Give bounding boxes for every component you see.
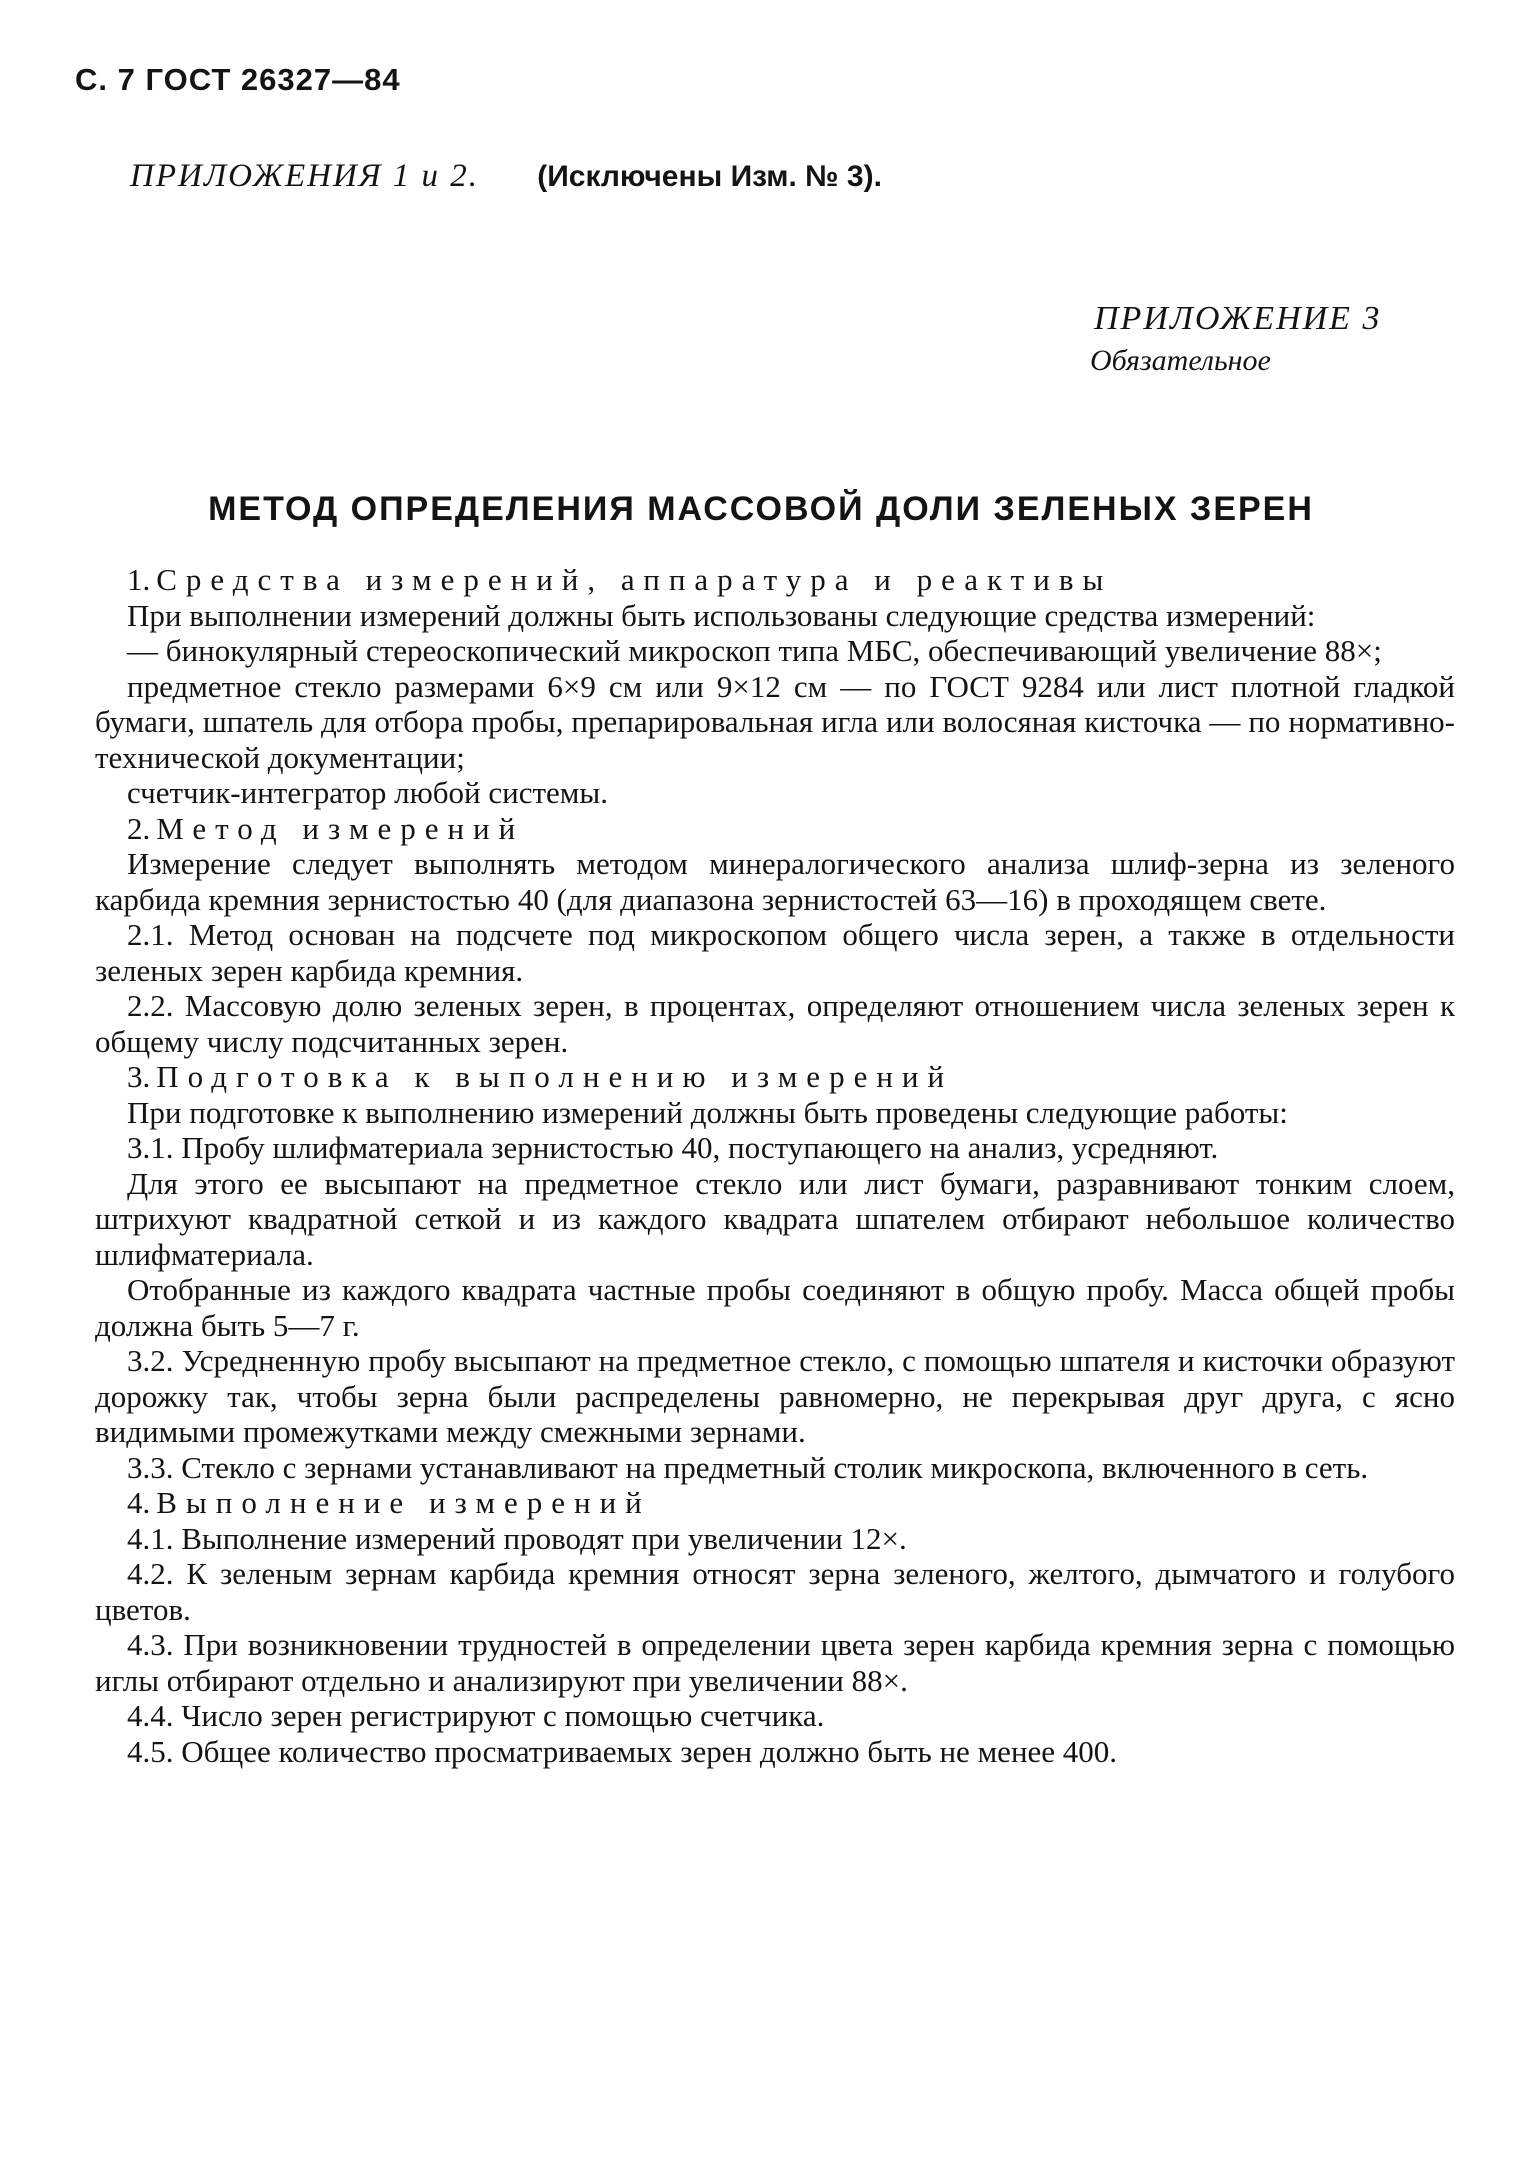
paragraph: — бинокулярный стереоскопический микроскоп типа МБС, обеспечивающий увеличение 88×; bbox=[127, 633, 1382, 668]
section-title: Подготовка к выполнению измерений bbox=[156, 1059, 954, 1094]
paragraph: 3.3. Стекло с зернами устанавливают на предметный столик микроскопа, включенного в сеть. bbox=[127, 1449, 1369, 1485]
appendix-block bbox=[1090, 300, 1381, 378]
paragraph: При выполнении измерений должны быть использованы следующие средства измерений: bbox=[127, 597, 1316, 633]
paragraph: 4.4. Число зерен регистрируют с помощью счетчика. bbox=[127, 1698, 825, 1733]
removed-appendices-note: (Исключены Изм. № 3). bbox=[537, 160, 882, 193]
paragraph: Измерение следует выполнять методом минералогического анализа шлиф-зерна из зеленого карбида кремния зернистостью 40 (для диапазона зернистостей 63—16) в проходящем свете. bbox=[95, 846, 1455, 917]
section-heading-2 bbox=[95, 811, 1455, 847]
document-body bbox=[95, 562, 1455, 1769]
section-title: Выполнение измерений bbox=[156, 1485, 651, 1520]
page-header: С. 7 ГОСТ 26327—84 bbox=[75, 62, 401, 97]
appendix-subtitle: Обязательное bbox=[1090, 344, 1271, 377]
section-title: Метод измерений bbox=[156, 810, 525, 846]
section-title: Средства измерений, аппаратура и реактивы bbox=[156, 562, 1113, 597]
appendix-title: ПРИЛОЖЕНИЕ 3 bbox=[1094, 300, 1382, 337]
removed-appendices-label: ПРИЛОЖЕНИЯ 1 и 2. bbox=[130, 158, 479, 194]
paragraph: 4.2. К зеленым зернам карбида кремния относят зерна зеленого, желтого, дымчатого и голубого цветов. bbox=[95, 1556, 1455, 1627]
paragraph: 4.1. Выполнение измерений проводят при увеличении 12×. bbox=[127, 1520, 907, 1556]
section-number: 2. bbox=[127, 810, 151, 846]
paragraph: Отобранные из каждого квадрата частные пробы соединяют в общую пробу. Масса общей пробы должна быть 5—7 г. bbox=[95, 1272, 1455, 1343]
paragraph: счетчик-интегратор любой системы. bbox=[127, 775, 608, 810]
removed-appendices-line bbox=[130, 158, 882, 195]
section-heading-4 bbox=[95, 1485, 1455, 1521]
paragraph: Для этого ее высыпают на предметное стекло или лист бумаги, разравнивают тонким слоем, штрихуют квадратной сеткой и из каждого квадрата шпателем отбирают небольшое количество шлифматериала. bbox=[95, 1165, 1455, 1272]
paragraph: При подготовке к выполнению измерений должны быть проведены следующие работы: bbox=[127, 1094, 1288, 1130]
section-number: 3. bbox=[127, 1059, 151, 1094]
section-number: 1. bbox=[127, 562, 151, 597]
document-title: МЕТОД ОПРЕДЕЛЕНИЯ МАССОВОЙ ДОЛИ ЗЕЛЕНЫХ ЗЕРЕН bbox=[208, 490, 1314, 528]
paragraph: 2.1. Метод основан на подсчете под микроскопом общего числа зерен, а также в отдельности зеленых зерен карбида кремния. bbox=[95, 917, 1455, 988]
section-heading-3 bbox=[95, 1059, 1455, 1095]
paragraph: 4.5. Общее количество просматриваемых зерен должно быть не менее 400. bbox=[127, 1733, 1118, 1769]
paragraph: 2.2. Массовую долю зеленых зерен, в процентах, определяют отношением числа зеленых зерен к общему числу подсчитанных зерен. bbox=[95, 988, 1455, 1059]
paragraph: 3.1. Пробу шлифматериала зернистостью 40, поступающего на анализ, усредняют. bbox=[127, 1130, 1219, 1165]
paragraph: предметное стекло размерами 6×9 см или 9×12 см — по ГОСТ 9284 или лист плотной гладкой бумаги, шпатель для отбора пробы, препарировальная игла или волосяная кисточка — по нормативно-технической документации; bbox=[95, 668, 1455, 775]
paragraph: 4.3. При возникновении трудностей в определении цвета зерен карбида кремния зерна с помощью иглы отбирают отдельно и анализируют при увеличении 88×. bbox=[95, 1627, 1455, 1698]
paragraph: 3.2. Усредненную пробу высыпают на предметное стекло, с помощью шпателя и кисточки образуют дорожку так, чтобы зерна были распределены равномерно, не перекрывая друг друга, с ясно видимыми промежутками между смежными зернами. bbox=[95, 1343, 1455, 1449]
section-heading-1 bbox=[95, 562, 1455, 598]
section-number: 4. bbox=[127, 1485, 151, 1520]
